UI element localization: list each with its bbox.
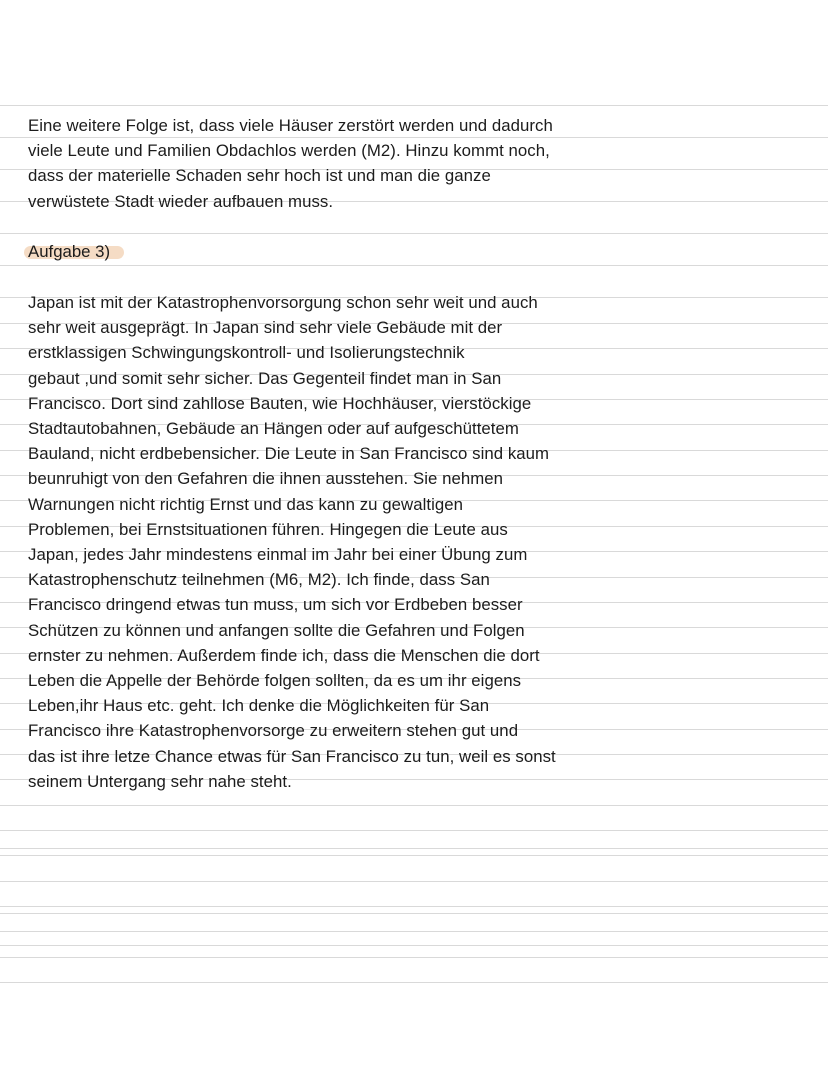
- ruled-line: [0, 855, 828, 856]
- text-line: Francisco ihre Katastrophenvorsorge zu erweitern stehen gut und: [28, 721, 519, 741]
- text-line: erstklassigen Schwingungskontroll- und Isolierungstechnik: [28, 343, 465, 363]
- ruled-line: [0, 913, 828, 914]
- text-line: Francisco. Dort sind zahllose Bauten, wie Hochhäuser, vierstöckige: [28, 393, 532, 413]
- task-heading: [24, 242, 111, 264]
- ruled-line: [0, 848, 828, 849]
- task-heading-text: Aufgabe 3): [28, 242, 111, 261]
- ruled-line: [0, 233, 828, 234]
- text-line: Schützen zu können und anfangen sollte die Gefahren und Folgen: [28, 620, 525, 640]
- text-line: ernster zu nehmen. Außerdem finde ich, dass die Menschen die dort: [28, 645, 540, 665]
- text-line: Japan ist mit der Katastrophenvorsorgung schon sehr weit und auch: [28, 293, 538, 312]
- ruled-line: [0, 830, 828, 831]
- ruled-line: [0, 137, 828, 138]
- text-line: Francisco dringend etwas tun muss, um sich vor Erdbeben besser: [28, 595, 523, 615]
- text-line: Bauland, nicht erdbebensicher. Die Leute in San Francisco sind kaum: [28, 444, 550, 464]
- ruled-line: [0, 982, 828, 983]
- text-line: Warnungen nicht richtig Ernst und das kann zu gewaltigen: [28, 494, 464, 514]
- text-line: dass der materielle Schaden sehr hoch ist und man die ganze: [28, 166, 491, 186]
- text-line: beunruhigt von den Gefahren die ihnen ausstehen. Sie nehmen: [28, 469, 504, 489]
- ruled-line: [0, 957, 828, 958]
- ruled-line: [0, 931, 828, 932]
- text-line: Katastrophenschutz teilnehmen (M6, M2). Ich finde, dass San: [28, 570, 490, 590]
- text-line: sehr weit ausgeprägt. In Japan sind sehr viele Gebäude mit der: [28, 318, 503, 338]
- text-line: Japan, jedes Jahr mindestens einmal im Jahr bei einer Übung zum: [28, 545, 528, 564]
- text-line: verwüstete Stadt wieder aufbauen muss.: [28, 191, 334, 211]
- text-line: Leben,ihr Haus etc. geht. Ich denke die Möglichkeiten für San: [28, 696, 490, 716]
- ruled-line: [0, 945, 828, 946]
- ruled-line: [0, 881, 828, 882]
- text-line: gebaut ,und somit sehr sicher. Das Gegenteil findet man in San: [28, 368, 502, 388]
- text-line: Leben die Appelle der Behörde folgen sollten, da es um ihr eigens: [28, 671, 522, 690]
- text-line: Eine weitere Folge ist, dass viele Häuser zerstört werden und dadurch: [28, 116, 553, 135]
- text-line: Stadtautobahnen, Gebäude an Hängen oder auf aufgeschüttetem: [28, 419, 519, 438]
- ruled-line: [0, 805, 828, 806]
- text-line: das ist ihre letze Chance etwas für San Francisco zu tun, weil es sonst: [28, 746, 556, 766]
- ruled-line: [0, 265, 828, 266]
- text-line: seinem Untergang sehr nahe steht.: [28, 771, 292, 791]
- ruled-line: [0, 105, 828, 106]
- text-line: viele Leute und Familien Obdachlos werden (M2). Hinzu kommt noch,: [28, 141, 550, 161]
- text-line: Problemen, bei Ernstsituationen führen. Hingegen die Leute aus: [28, 519, 508, 539]
- ruled-line: [0, 906, 828, 907]
